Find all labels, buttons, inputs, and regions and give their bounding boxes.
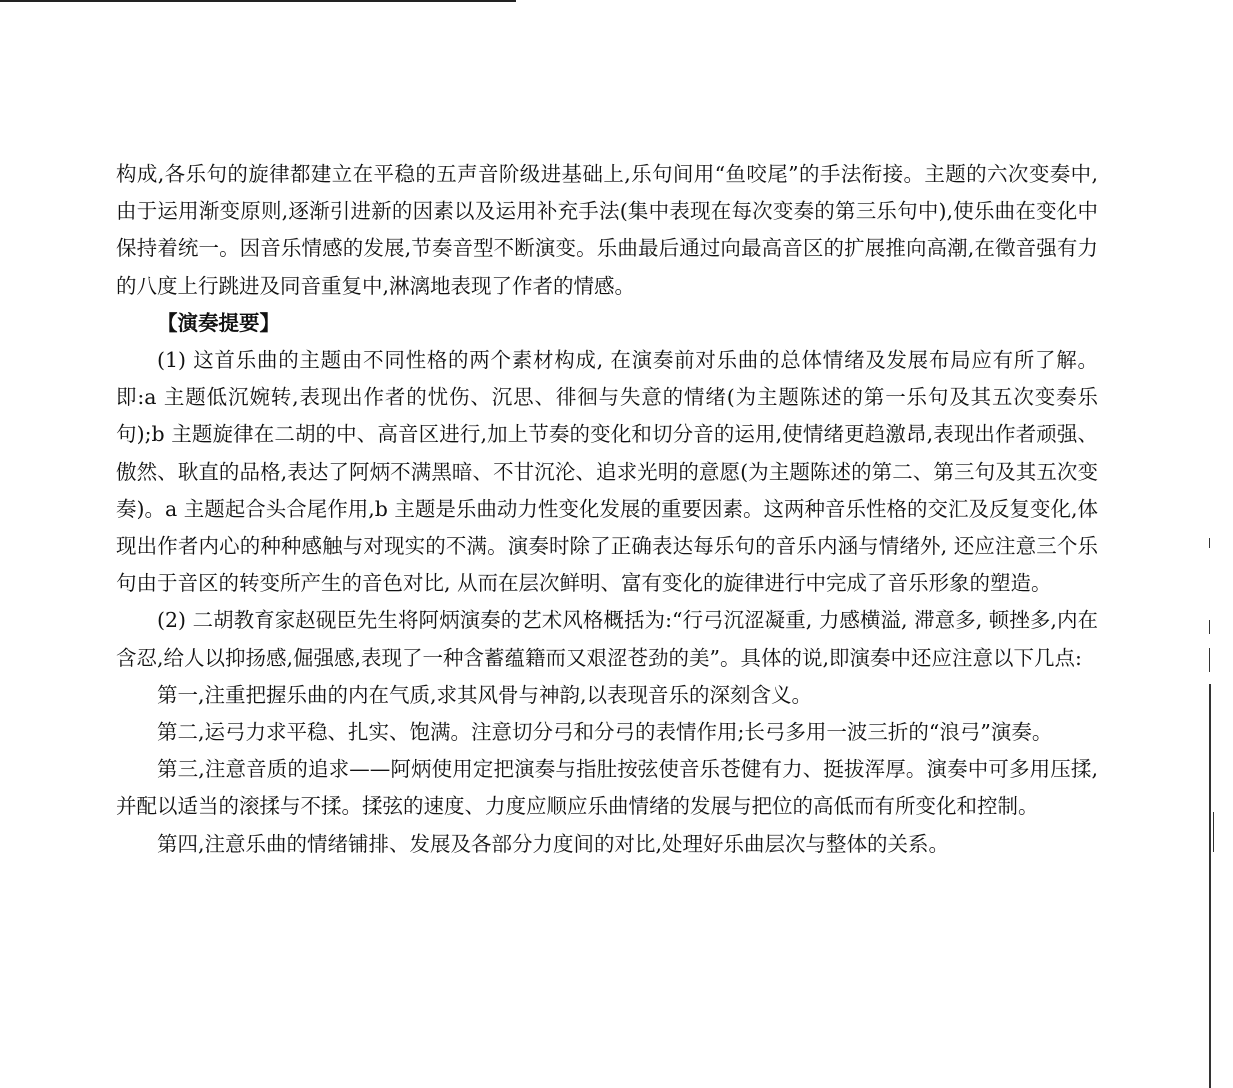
section-heading: 【演奏提要】 (157, 310, 280, 335)
scan-edge-mark (1209, 620, 1210, 634)
paragraph-point-2: (2) 二胡教育家赵砚臣先生将阿炳演奏的艺术风格概括为:“行弓沉涩凝重, 力感横溢, 滞意多, 顿挫多,内在含忍,给人以抑扬感,倔强感,表现了一种含蓄蕴籍而又艰涩苍劲的美”。具体的说,即演奏中还应注意以下几点: (116, 608, 1098, 670)
paragraph-second: 第二,运弓力求平稳、扎实、饱满。注意切分弓和分弓的表情作用;长弓多用一波三折的“浪弓”演奏。 (157, 720, 1053, 745)
body-text (116, 156, 1098, 863)
scan-edge-mark (1213, 812, 1214, 852)
scan-edge-mark (1209, 648, 1210, 672)
paragraph-intro: 构成,各乐句的旋律都建立在平稳的五声音阶级进基础上,乐句间用“鱼咬尾”的手法衔接。主题的六次变奏中,由于运用渐变原则,逐渐引进新的因素以及运用补充手法(集中表现在每次变奏的第三乐句中),使乐曲在变化中保持着统一。因音乐情感的发展,节奏音型不断演变。乐曲最后通过向最高音区的扩展推向高潮,在徵音强有力的八度上行跳进及同音重复中,淋漓地表现了作者的情感。 (116, 162, 1098, 298)
paragraph-third: 第三,注意音质的追求——阿炳使用定把演奏与指肚按弦使音乐苍健有力、挺拔浑厚。演奏中可多用压揉,并配以适当的滚揉与不揉。揉弦的速度、力度应顺应乐曲情绪的发展与把位的高低而有所变化和控制。 (116, 757, 1098, 819)
scan-edge-line (1209, 684, 1211, 1088)
top-rule (0, 0, 516, 2)
paragraph-fourth: 第四,注意乐曲的情绪铺排、发展及各部分力度间的对比,处理好乐曲层次与整体的关系。 (157, 831, 950, 856)
scan-edge-mark (1209, 538, 1210, 548)
paragraph-point-1: (1) 这首乐曲的主题由不同性格的两个素材构成, 在演奏前对乐曲的总体情绪及发展布局应有所了解。即:a 主题低沉婉转,表现出作者的忧伤、沉思、徘徊与失意的情绪(为主题陈述的第一乐句及其五次变奏乐句);b 主题旋律在二胡的中、高音区进行,加上节奏的变化和切分音的运用,使情绪更趋激昂,表现出作者顽强、傲然、耿直的品格,表达了阿炳不满黑暗、不甘沉沦、追求光明的意愿(为主题陈述的第二、第三句及其五次变奏)。a 主题起合头合尾作用,b 主题是乐曲动力性变化发展的重要因素。这两种音乐性格的交汇及反复变化,体现出作者内心的种种感触与对现实的不满。演奏时除了正确表达每乐句的音乐内涵与情绪外, 还应注意三个乐句由于音区的转变所产生的音色对比, 从而在层次鲜明、富有变化的旋律进行中完成了音乐形象的塑造。 (116, 348, 1098, 596)
paragraph-first: 第一,注重把握乐曲的内在气质,求其风骨与神韵,以表现音乐的深刻含义。 (157, 682, 813, 707)
